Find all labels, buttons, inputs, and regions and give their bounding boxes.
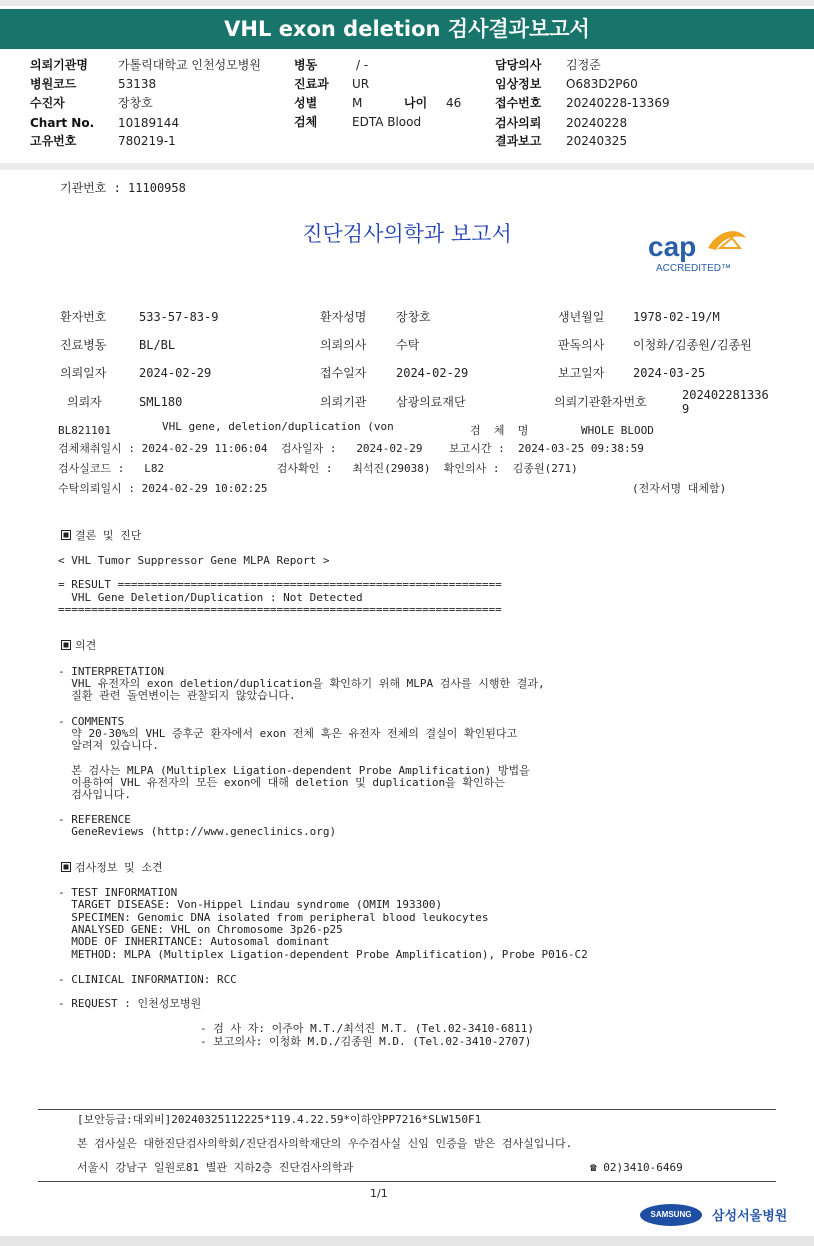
phone-line: ☎ 02)3410-6469 — [590, 1161, 683, 1174]
opinion-line: 약 20-30%의 VHL 증후군 환자에서 exon 전체 혹은 유전자 전체의 결실이 확인된다고 — [58, 727, 518, 740]
footer-rule-bottom — [38, 1181, 776, 1182]
test-info-line: SPECIMEN: Genomic DNA isolated from peripheral blood leukocytes — [58, 911, 489, 924]
age-value: 46 — [446, 96, 462, 110]
section-box-icon — [61, 862, 71, 872]
test-name: VHL gene, deletion/duplication (von — [162, 420, 394, 433]
department-label: 진료과 — [294, 77, 329, 91]
ward-label: 병동 — [294, 58, 318, 72]
specimen-value: EDTA Blood — [352, 115, 422, 129]
security-line: [보안등급:대외비]20240325112225*119.4.22.59*이하얀PP7216*SLW150F1 — [77, 1113, 482, 1126]
ward-row-label: 진료병동 — [60, 338, 107, 352]
specimen-name-label: 검 체 명 — [470, 424, 529, 437]
opinion-line: GeneReviews (http://www.geneclinics.org) — [58, 825, 337, 838]
result-line: VHL Gene Deletion/Duplication : Not Detected — [58, 591, 363, 604]
request-date-label: 검사의뢰 — [495, 116, 542, 130]
clinical-info-value: O683D2P60 — [566, 77, 638, 91]
ward-row-value: BL/BL — [139, 338, 176, 352]
result-rule-line: = RESULT ========================================================== — [58, 578, 502, 591]
opinion-heading: 의견 — [75, 639, 97, 652]
conclusion-line: < VHL Tumor Suppressor Gene MLPA Report > — [58, 554, 330, 567]
request-line: - REQUEST : 인천성모병원 — [58, 997, 202, 1010]
reading-doctor-value: 이청화/김종원/김종원 — [633, 338, 752, 352]
requesting-doctor-label: 의뢰의사 — [320, 338, 367, 352]
bottom-band — [0, 1236, 814, 1246]
doctor-label: 담당의사 — [495, 58, 542, 72]
org-patient-no-value: 202402281336 9 — [682, 388, 769, 416]
footer-rule — [38, 1109, 776, 1110]
birthdate-value: 1978-02-19/M — [633, 310, 720, 324]
test-info-line: - TEST INFORMATION — [58, 886, 178, 899]
test-info-line: ANALYSED GENE: VHL on Chromosome 3p26-p25 — [58, 923, 343, 936]
requesting-org-label: 의뢰기관 — [320, 395, 367, 409]
opinion-line: 검사입니다. — [58, 788, 131, 801]
department-value: UR — [352, 77, 370, 91]
report-date-value: 2024-03-25 — [633, 366, 706, 380]
opinion-line: - REFERENCE — [58, 813, 131, 826]
cap-logo-graphic — [646, 228, 756, 276]
cap-text: cap — [648, 231, 697, 262]
hospital-name-logo: 삼성서울병원 — [712, 1209, 788, 1224]
receipt-date-value: 2024-02-29 — [396, 366, 469, 380]
patient-name-value: 장창호 — [396, 310, 431, 324]
report-title-bar: VHL exon deletion 검사결과보고서 — [0, 9, 814, 49]
request-date-value: 20240228 — [566, 116, 628, 130]
requester-value: SML180 — [139, 395, 183, 409]
receipt-date-label: 접수일자 — [320, 366, 367, 380]
hospital-code-value: 53138 — [118, 77, 157, 91]
opinion-line: - COMMENTS — [58, 715, 125, 728]
tester-line: - 검 사 자: 이주아 M.T./최석진 M.T. (Tel.02-3410-6811) — [200, 1022, 535, 1035]
test-info-heading: 검사정보 및 소견 — [75, 861, 163, 874]
specimen-name-value: WHOLE BLOOD — [581, 424, 654, 437]
result-end-rule: =================================================================== — [58, 603, 502, 616]
test-info-line: TARGET DISEASE: Von-Hippel Lindau syndrome (OMIM 193300) — [58, 898, 443, 911]
receipt-no-value: 20240228-13369 — [566, 96, 670, 110]
clinical-information-line: - CLINICAL INFORMATION: RCC — [58, 973, 237, 986]
sex-label: 성별 — [294, 96, 318, 110]
institution-label: 의뢰기관명 — [30, 58, 88, 72]
collection-info-row: 검체채취일시 : 2024-02-29 11:06:04 검사일자 : 2024-02-29 보고시간 : 2024-03-25 09:38:59 — [58, 442, 644, 455]
opinion-line: 이용하여 VHL 유전자의 모든 exon에 대해 deletion 및 duplication을 확인하는 — [58, 776, 505, 789]
result-date-label: 결과보고 — [495, 134, 542, 148]
header-separator — [0, 163, 814, 170]
specimen-label: 검체 — [294, 115, 318, 129]
result-date-value: 20240325 — [566, 134, 628, 148]
top-rule — [0, 0, 814, 6]
test-info-line: METHOD: MLPA (Multiplex Ligation-dependent Probe Amplification), Probe P016-C2 — [58, 948, 588, 961]
requesting-org-value: 삼광의료재단 — [396, 395, 466, 409]
reading-doctor-label: 판독의사 — [558, 338, 605, 352]
sex-value: M — [352, 96, 363, 110]
birthdate-label: 생년월일 — [558, 310, 605, 324]
request-date-row-label: 의뢰일자 — [60, 366, 107, 380]
chart-no-label: Chart No. — [30, 116, 95, 130]
hospital-code-label: 병원코드 — [30, 77, 77, 91]
ward-value: / - — [356, 58, 369, 72]
page-indicator: 1/1 — [370, 1187, 388, 1200]
address-line: 서울시 강남구 일원로81 별관 지하2층 진단검사의학과 — [77, 1161, 354, 1174]
receipt-no-label: 접수번호 — [495, 96, 542, 110]
institution-number: 기관번호 : 11100958 — [60, 181, 186, 195]
cap-accredited-logo — [646, 228, 756, 276]
opinion-line: 알려져 있습니다. — [58, 739, 159, 752]
lab-code-row: 검사실코드 : L82 검사확인 : 최석진(29038) 확인의사 : 김종원(271) — [58, 462, 578, 475]
patient-label: 수진자 — [30, 96, 65, 110]
clinical-info-label: 임상정보 — [495, 77, 542, 91]
opinion-line: 질환 관련 돌연변이는 관찰되지 않았습니다. — [58, 689, 296, 702]
test-info-line: MODE OF INHERITANCE: Autosomal dominant — [58, 935, 330, 948]
institution-value: 가톨릭대학교 인천성모병원 — [118, 58, 261, 72]
age-label: 나이 — [404, 96, 428, 110]
reporting-doctor-line: - 보고의사: 이청화 M.D./김종원 M.D. (Tel.02-3410-2707) — [200, 1035, 532, 1048]
consign-datetime: 수탁의뢰일시 : 2024-02-29 10:02:25 — [58, 482, 268, 495]
samsung-logo: SAMSUNG — [640, 1204, 702, 1226]
opinion-line: - INTERPRETATION — [58, 665, 164, 678]
patient-value: 장창호 — [118, 96, 153, 110]
test-code: BL821101 — [58, 424, 111, 437]
section-box-icon — [61, 530, 71, 540]
opinion-line: 본 검사는 MLPA (Multiplex Ligation-dependent Probe Amplification) 방법을 — [58, 764, 530, 777]
request-date-row-value: 2024-02-29 — [139, 366, 212, 380]
patient-name-label: 환자성명 — [320, 310, 367, 324]
patient-no-value: 533-57-83-9 — [139, 310, 219, 324]
e-signature-note: (전자서명 대체함) — [632, 482, 727, 495]
unique-no-value: 780219-1 — [118, 134, 176, 148]
chart-no-value: 10189144 — [118, 116, 180, 130]
unique-no-label: 고유번호 — [30, 134, 77, 148]
requesting-doctor-value: 수탁 — [396, 338, 420, 352]
section-box-icon — [61, 640, 71, 650]
doctor-value: 김정준 — [566, 58, 601, 72]
report-date-label: 보고일자 — [558, 366, 605, 380]
org-patient-no-label: 의뢰기관환자번호 — [554, 395, 647, 409]
opinion-line: VHL 유전자의 exon deletion/duplication을 확인하기 위해 MLPA 검사를 시행한 결과, — [58, 677, 545, 690]
cap-accredited-text: ACCREDITED™ — [656, 263, 732, 274]
conclusion-heading: 결론 및 진단 — [75, 529, 142, 542]
requester-label: 의뢰자 — [67, 395, 102, 409]
document-title: 진단검사의학과 보고서 — [302, 222, 512, 246]
patient-no-label: 환자번호 — [60, 310, 107, 324]
certification-line: 본 검사실은 대한진단검사의학회/진단검사의학재단의 우수검사실 신임 인증을 받은 검사실입니다. — [77, 1137, 573, 1150]
